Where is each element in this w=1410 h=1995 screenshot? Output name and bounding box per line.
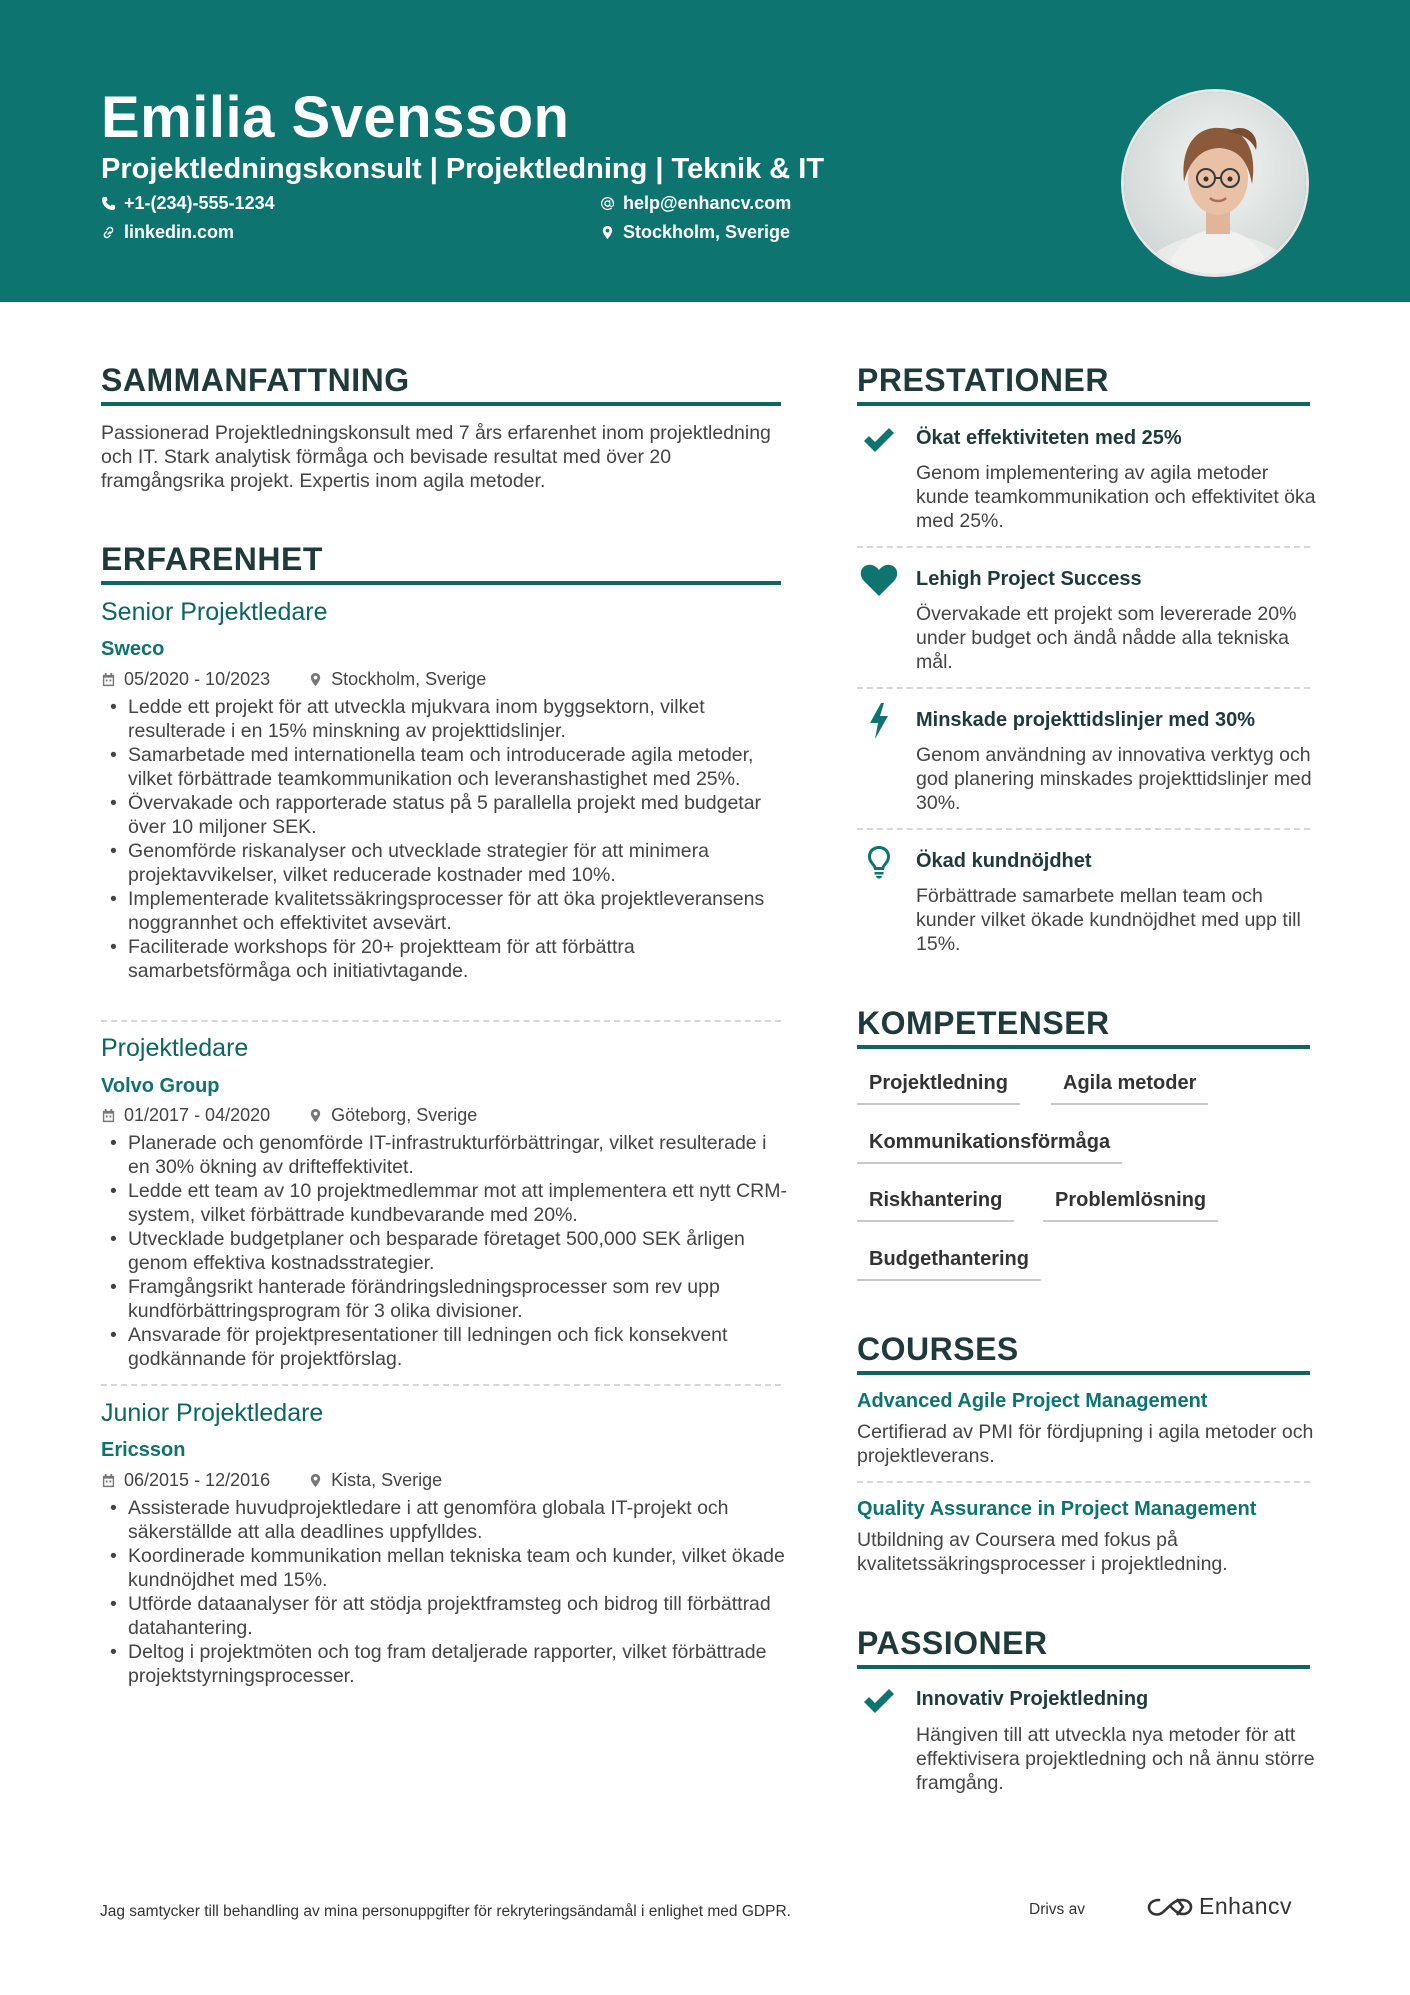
calendar-icon [101, 672, 116, 687]
resume-header [0, 0, 1410, 302]
list-item: • Samarbetade med internationella team och introducerade agila metoder, vilket förbättrade teamkommunikation och leveranshastighet med 25%. [101, 743, 791, 791]
linkedin-contact[interactable] [101, 222, 234, 243]
location-pin-icon [600, 225, 615, 240]
brand-name: Enhancv [1199, 1893, 1293, 1919]
location-pin-icon [308, 1108, 323, 1123]
list-item: • Planerade och genomförde IT-infrastrukturförbättringar, vilket resulterade i en 30% ökning av drifteffektivitet. [101, 1131, 791, 1179]
list-item: • Ansvarade för projektpresentationer till ledningen och fick konsekvent godkännande för projektförslag. [101, 1323, 791, 1371]
lightbulb-icon [858, 844, 900, 880]
company-name: Sweco [101, 638, 165, 660]
skills-heading: KOMPETENSER [857, 1005, 1110, 1041]
powered-by-label: Drivs av [1029, 1901, 1085, 1918]
job-dates: 06/2015 - 12/2016 [124, 1470, 271, 1490]
achievements-divider [857, 402, 1310, 406]
achievements-heading: PRESTATIONER [857, 362, 1109, 398]
candidate-name: Emilia Svensson [101, 85, 570, 150]
course-text: Utbildning av Coursera med fokus på kvalitetssäkringsprocesser i projektledning. [857, 1529, 1228, 1575]
candidate-title: Projektledningskonsult | Projektledning | Teknik & IT [101, 153, 825, 185]
list-item: • Deltog i projektmöten och tog fram detaljerade rapporter, vilket förbättrade projektstyrningsprocesser. [101, 1640, 791, 1688]
job-bullets [101, 695, 791, 983]
enhancv-logo-icon [1147, 1895, 1193, 1919]
passion-text: Hängiven till att utveckla nya metoder för att effektivisera projektledning och nå ännu större framgång. [916, 1724, 1315, 1794]
list-item: • Faciliterade workshops för 20+ projektteam för att förbättra samarbetsförmåga och initiativtagande. [101, 935, 791, 983]
location-contact [600, 222, 790, 243]
list-item: • Koordinerade kommunikation mellan tekniska team och kunder, vilket ökade kundnöjdhet med 15%. [101, 1544, 791, 1592]
achievement-divider [857, 828, 1310, 830]
phone-contact [101, 193, 275, 214]
job-title: Junior Projektledare [101, 1399, 324, 1427]
job-meta [101, 669, 486, 690]
passion-title: Innovativ Projektledning [916, 1688, 1149, 1710]
job-divider [101, 1384, 781, 1386]
list-item: • Övervakade och rapporterade status på 5 parallella projekt med budgetar över 10 miljoner SEK. [101, 791, 791, 839]
skill-tag: Budgethantering [857, 1248, 1041, 1281]
achievement-divider [857, 687, 1310, 689]
list-item: • Framgångsrikt hanterade förändringsledningsprocesser som rev upp kundförbättringsprogram för 3 olika divisioner. [101, 1275, 791, 1323]
profile-photo [1124, 92, 1309, 277]
skill-tag: Projektledning [857, 1072, 1020, 1105]
list-item: • Genomförde riskanalyser och utvecklade strategier för att minimera projektavvikelser, vilket reducerade kostnader med 10%. [101, 839, 791, 887]
course-text: Certifierad av PMI för fördjupning i agila metoder och projektleverans. [857, 1421, 1314, 1467]
list-item: • Assisterade huvudprojektledare i att genomföra globala IT-projekt och säkerställde att alla deadlines uppfylldes. [101, 1496, 791, 1544]
skill-tag: Riskhantering [857, 1189, 1014, 1222]
courses-divider [857, 1371, 1310, 1375]
achievement-text: Förbättrade samarbete mellan team och kunder vilket ökade kundnöjdhet med upp till 15%. [916, 885, 1301, 955]
check-icon [858, 1683, 900, 1719]
passions-heading: PASSIONER [857, 1625, 1048, 1661]
link-icon [101, 225, 116, 240]
bolt-icon [858, 703, 900, 739]
summary-divider [101, 402, 781, 406]
skill-tag: Agila metoder [1051, 1072, 1208, 1105]
job-title: Senior Projektledare [101, 598, 328, 626]
brand-logo[interactable] [1147, 1893, 1292, 1920]
job-location: Stockholm, Sverige [331, 669, 487, 689]
summary-text: Passionerad Projektledningskonsult med 7 års erfarenhet inom projektledning och IT. Stark analytisk förmåga och bevisade resultat med över 20 framgångsrika projekt. Expertis inom agila metoder. [101, 422, 771, 492]
skills-divider [857, 1045, 1310, 1049]
email-address[interactable]: help@enhancv.com [623, 193, 792, 213]
email-contact[interactable] [600, 193, 791, 214]
achievement-divider [857, 546, 1310, 548]
job-location: Göteborg, Sverige [331, 1105, 478, 1125]
company-name: Volvo Group [101, 1075, 220, 1097]
skill-tag: Kommunikationsförmåga [857, 1131, 1122, 1164]
skill-tag: Problemlösning [1043, 1189, 1218, 1222]
list-item: • Ledde ett team av 10 projektmedlemmar mot att implementera ett nytt CRM-system, vilket förbättrade kundbevarande med 20%. [101, 1179, 791, 1227]
course-divider [857, 1481, 1310, 1483]
job-divider [101, 1020, 781, 1022]
achievement-title: Ökat effektiviteten med 25% [916, 427, 1182, 449]
achievement-title: Lehigh Project Success [916, 568, 1142, 590]
job-meta [101, 1105, 477, 1126]
location-pin-icon [308, 672, 323, 687]
job-title: Projektledare [101, 1034, 249, 1062]
achievement-text: Genom användning av innovativa verktyg och god planering minskades projekttidslinjer med 30%. [916, 744, 1312, 814]
list-item: • Implementerade kvalitetssäkringsprocesser för att öka projektleveransens noggrannhet och effektivitet avsevärt. [101, 887, 791, 935]
achievement-text: Övervakade ett projekt som levererade 20% under budget och ändå nådde alla tekniska mål. [916, 603, 1297, 673]
experience-divider [101, 581, 781, 585]
job-meta [101, 1470, 442, 1491]
course-title: Advanced Agile Project Management [857, 1390, 1208, 1412]
passions-divider [857, 1665, 1310, 1669]
list-item: • Utvecklade budgetplaner och besparade företaget 500,000 SEK årligen genom effektiva kostnadsstrategier. [101, 1227, 791, 1275]
linkedin-link[interactable]: linkedin.com [124, 222, 235, 242]
summary-heading: SAMMANFATTNING [101, 362, 410, 398]
phone-icon [101, 196, 116, 211]
phone-number: +1-(234)-555-1234 [124, 193, 275, 213]
job-dates: 01/2017 - 04/2020 [124, 1105, 271, 1125]
job-dates: 05/2020 - 10/2023 [124, 669, 271, 689]
course-title: Quality Assurance in Project Management [857, 1498, 1257, 1520]
experience-heading: ERFARENHET [101, 541, 323, 577]
at-icon [600, 196, 615, 211]
job-bullets [101, 1131, 791, 1371]
achievement-title: Minskade projekttidslinjer med 30% [916, 709, 1255, 731]
avatar [1121, 89, 1309, 277]
list-item: • Ledde ett projekt för att utveckla mjukvara inom byggsektorn, vilket resulterade i en 15% minskning av projekttidslinjer. [101, 695, 791, 743]
company-name: Ericsson [101, 1439, 186, 1461]
job-location: Kista, Sverige [331, 1470, 443, 1490]
calendar-icon [101, 1473, 116, 1488]
location-text: Stockholm, Sverige [623, 222, 791, 242]
achievement-title: Ökad kundnöjdhet [916, 850, 1092, 872]
courses-heading: COURSES [857, 1331, 1019, 1367]
location-pin-icon [308, 1473, 323, 1488]
calendar-icon [101, 1108, 116, 1123]
heart-icon [858, 562, 900, 598]
achievement-text: Genom implementering av agila metoder kunde teamkommunikation och effektivitet öka med 25%. [916, 462, 1316, 532]
gdpr-consent: Jag samtycker till behandling av mina personuppgifter för rekryteringsändamål i enlighet med GDPR. [100, 1903, 791, 1920]
check-icon [858, 422, 900, 458]
list-item: • Utförde dataanalyser för att stödja projektframsteg och bidrog till förbättrad datahantering. [101, 1592, 791, 1640]
job-bullets [101, 1496, 791, 1688]
